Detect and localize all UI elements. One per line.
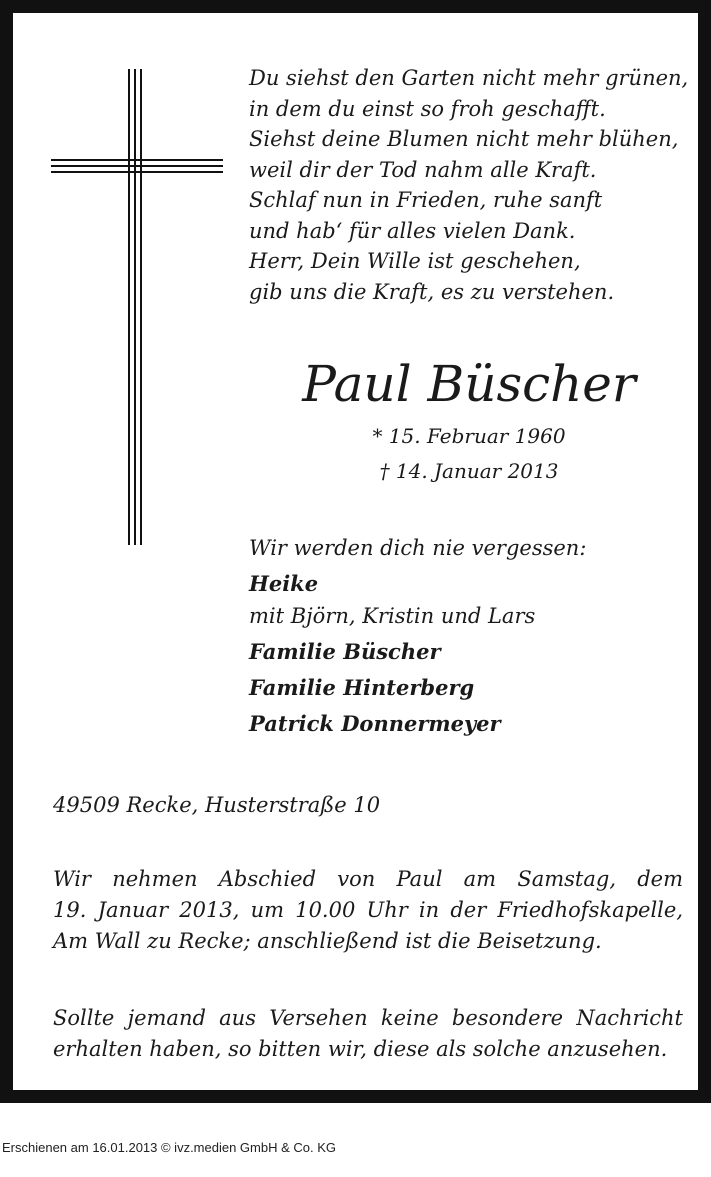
address: 49509 Recke, Husterstraße 10 <box>53 793 381 817</box>
life-dates <box>249 419 689 489</box>
notice-paragraph <box>53 1003 683 1065</box>
poem-line: weil dir der Tod nahm alle Kraft. <box>249 157 597 182</box>
farewell-line: Wir nehmen Abschied von Paul am Samstag, dem <box>53 867 683 891</box>
farewell-line: 19. Januar 2013, um 10.00 Uhr in der Friedhofskapelle, <box>53 898 683 922</box>
poem-line: und hab‘ für alles vielen Dank. <box>249 218 576 243</box>
mourner-name: Familie Hinterberg <box>249 675 475 700</box>
poem-line: Herr, Dein Wille ist geschehen, <box>249 249 581 273</box>
mourner-name: Patrick Donnermeyer <box>249 711 501 736</box>
deceased-name: Paul Büscher <box>302 355 636 413</box>
poem-line: Du siehst den Garten nicht mehr grünen, <box>249 66 689 90</box>
poem <box>249 63 699 307</box>
death-date: † 14. Januar 2013 <box>379 459 559 483</box>
mourner-subline: mit Björn, Kristin und Lars <box>249 604 536 628</box>
farewell-paragraph <box>53 864 683 957</box>
notice-line: erhalten haben, so bitten wir, diese als solche anzusehen. <box>53 1037 668 1061</box>
mourners-intro: Wir werden dich nie vergessen: <box>249 536 587 560</box>
poem-line: Schlaf nun in Frieden, ruhe sanft <box>249 188 603 212</box>
mourner-name: Familie Büscher <box>249 639 441 664</box>
birth-date: * 15. Februar 1960 <box>372 424 566 448</box>
poem-line: in dem du einst so froh geschafft. <box>249 96 606 121</box>
publication-footer: Erschienen am 16.01.2013 © ivz.medien GmbH & Co. KG <box>2 1140 337 1155</box>
farewell-line: Am Wall zu Recke; anschließend ist die Beisetzung. <box>53 929 602 953</box>
mourners-list <box>249 530 689 742</box>
notice-line: Sollte jemand aus Versehen keine besondere Nachricht <box>53 1006 683 1030</box>
poem-line: gib uns die Kraft, es zu verstehen. <box>249 279 615 304</box>
cross-icon <box>51 69 223 545</box>
poem-line: Siehst deine Blumen nicht mehr blühen, <box>249 127 679 151</box>
mourner-name: Heike <box>249 571 319 596</box>
